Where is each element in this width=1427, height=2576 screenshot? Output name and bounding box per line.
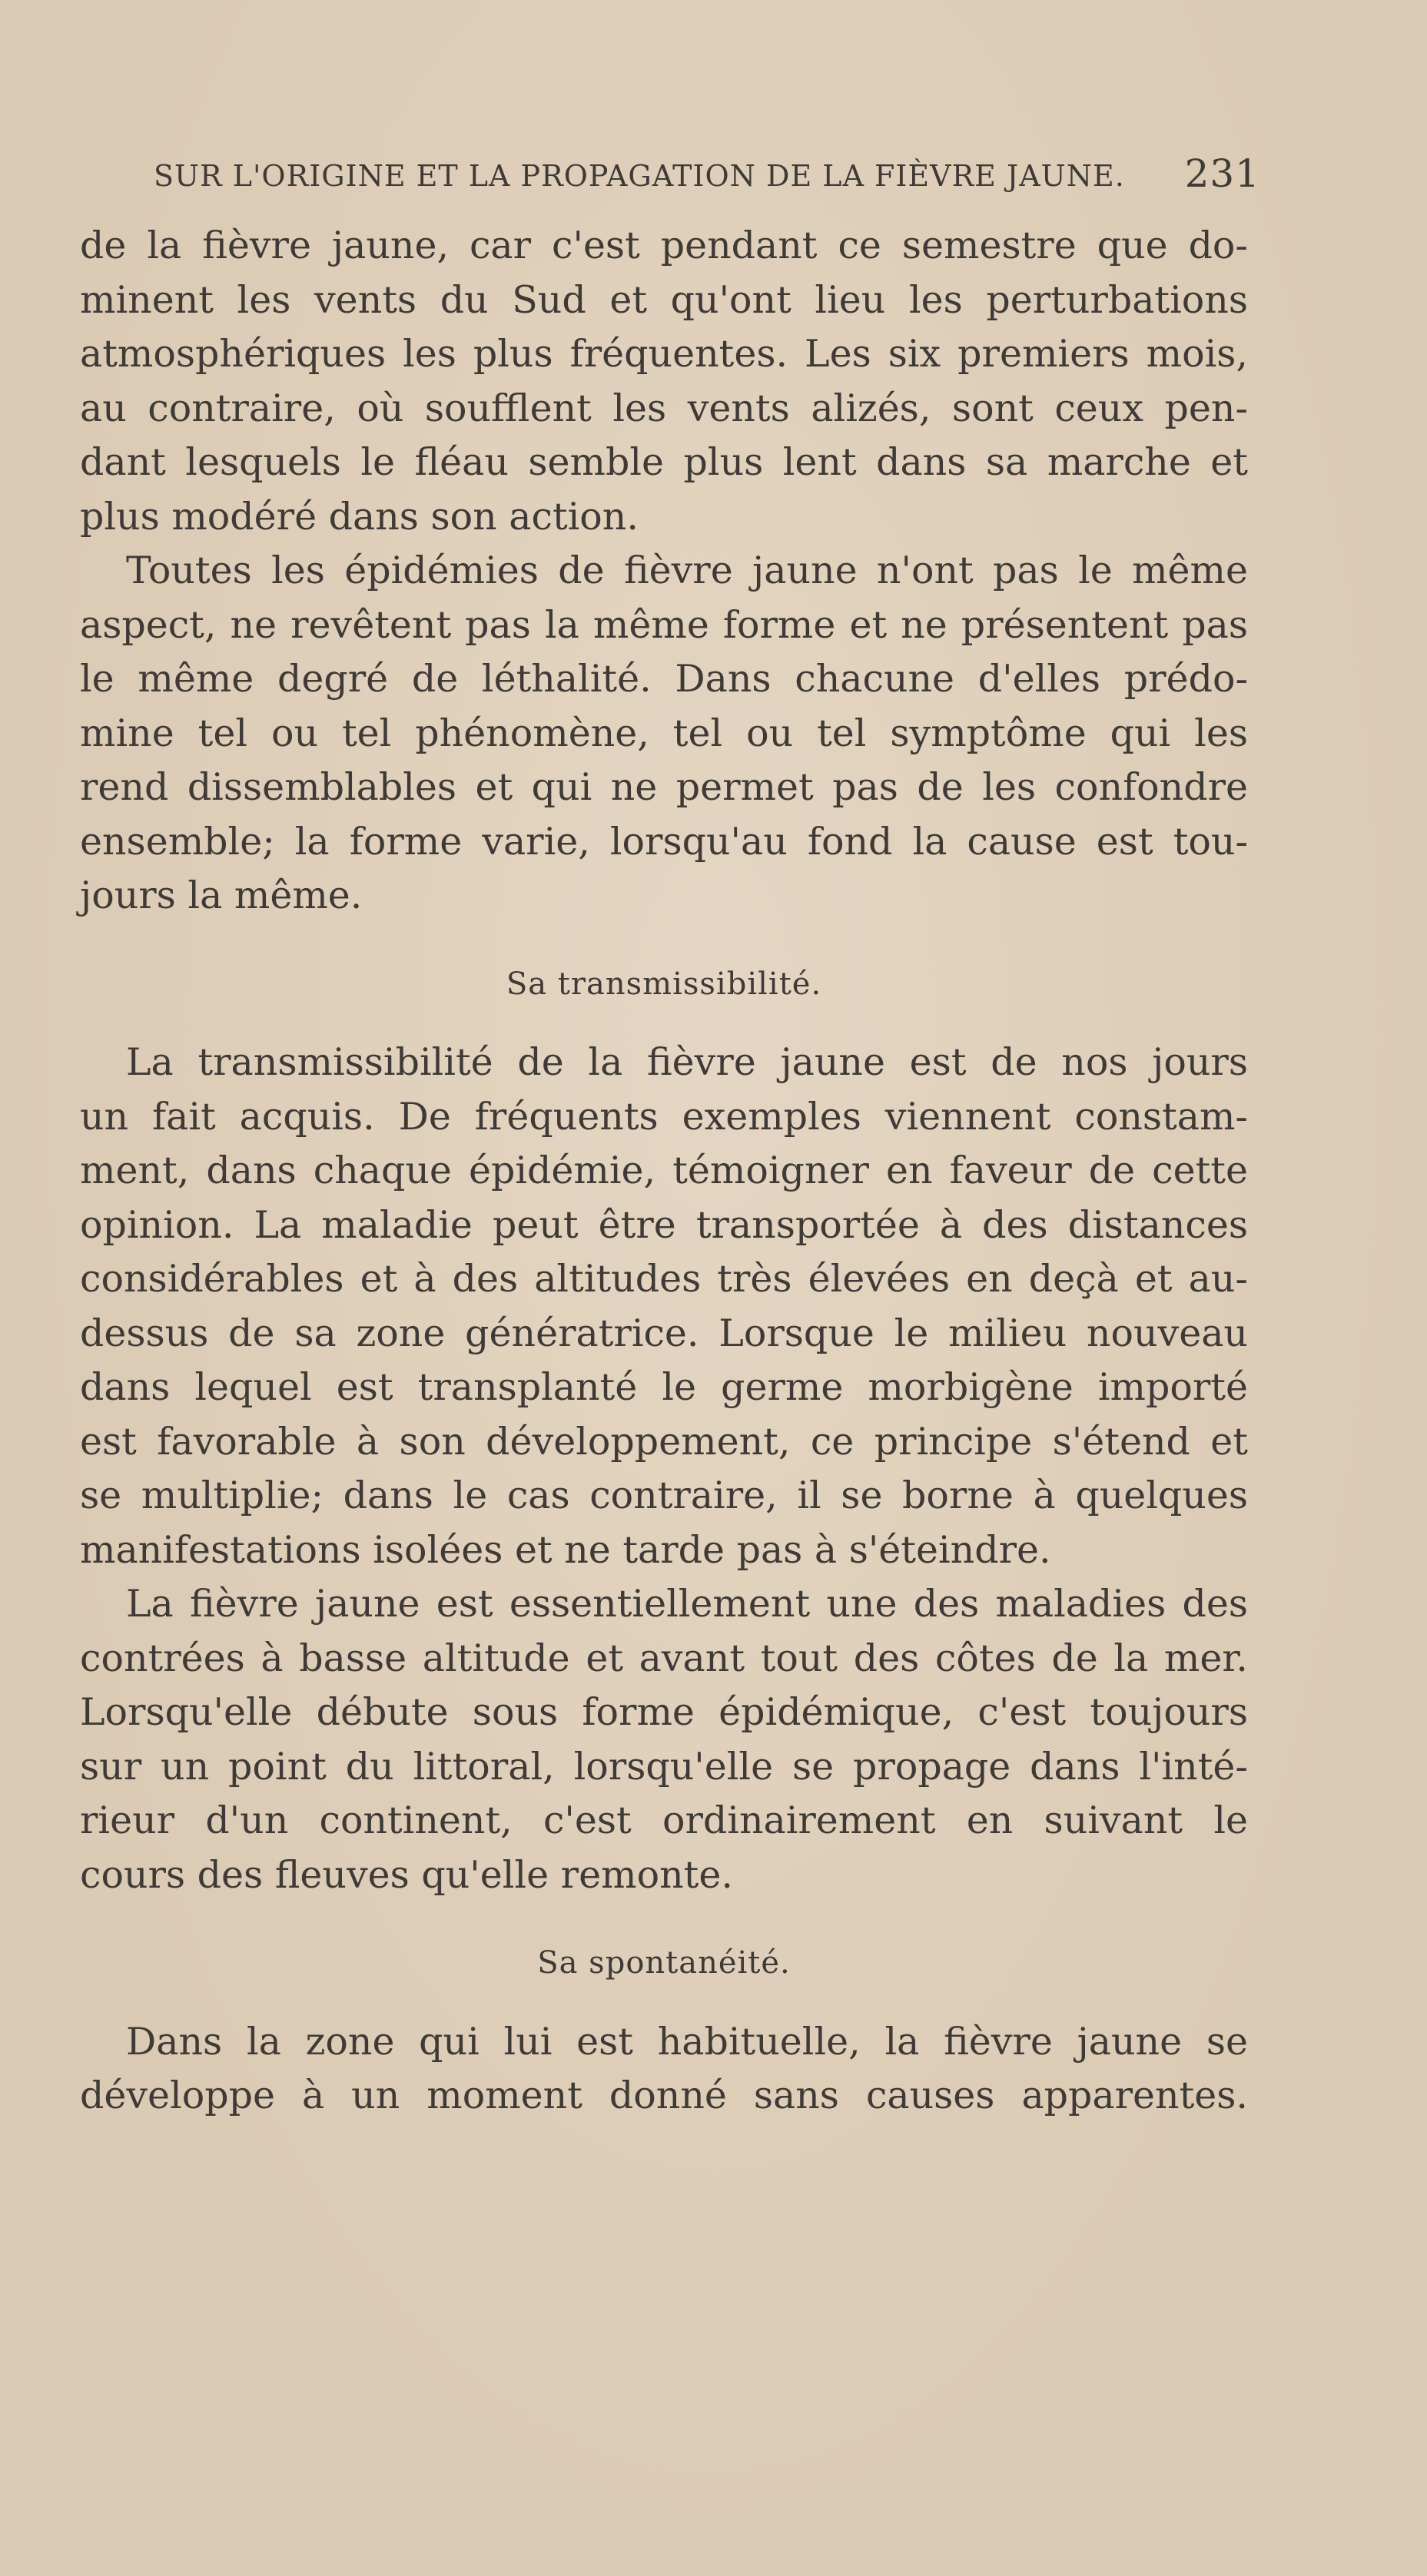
text-line: le même degré de léthalité. Dans chacune d'elles prédo- <box>80 657 1248 701</box>
text-line: jours la même. <box>80 874 363 917</box>
paragraph-5 <box>80 2015 1248 2123</box>
text-line: dans lequel est transplanté le germe morbigène importé <box>80 1365 1248 1409</box>
text-line: rend dissemblables et qui ne permet pas de les confondre <box>80 765 1248 809</box>
text-line: manifestations isolées et ne tarde pas à s'éteindre. <box>80 1527 1051 1572</box>
paragraph-3 <box>80 1036 1248 1577</box>
text-line: au contraire, où soufflent les vents alizés, sont ceux pen- <box>80 386 1248 430</box>
page-body <box>80 219 1248 2123</box>
text-line: de la fièvre jaune, car c'est pendant ce semestre que do- <box>80 224 1248 267</box>
section-heading-spontaneity: Sa spontanéité. <box>537 1945 791 1981</box>
text-line: considérables et à des altitudes très élevées en deçà et au- <box>80 1257 1248 1301</box>
text-line: sur un point du littoral, lorsqu'elle se propage dans l'inté- <box>80 1744 1248 1789</box>
text-line: cours des fleuves qu'elle remonte. <box>80 1852 733 1897</box>
text-line: ensemble; la forme varie, lorsqu'au fond la cause est tou- <box>80 819 1248 864</box>
text-line: se multiplie; dans le cas contraire, il se borne à quelques <box>80 1474 1248 1517</box>
text-line: Toutes les épidémies de fièvre jaune n'ont pas le même <box>126 549 1248 592</box>
text-line: La transmissibilité de la fièvre jaune est de nos jours <box>126 1040 1248 1084</box>
text-line: Lorsqu'elle débute sous forme épidémique, c'est toujours <box>80 1690 1248 1734</box>
page-number: 231 <box>1184 151 1260 196</box>
text-line: développe à un moment donné sans causes apparentes. <box>80 2074 1248 2117</box>
text-line: est favorable à son développement, ce principe s'étend et <box>80 1419 1248 1464</box>
text-line: dant lesquels le fléau semble plus lent dans sa marche et <box>80 440 1248 484</box>
paragraph-2 <box>80 544 1248 923</box>
text-line: atmosphériques les plus fréquentes. Les six premiers mois, <box>80 332 1248 376</box>
page-header <box>154 150 1260 196</box>
running-title: SUR L'ORIGINE ET LA PROPAGATION DE LA FIÈVRE JAUNE. <box>154 159 1125 193</box>
text-line: ment, dans chaque épidémie, témoigner en faveur de cette <box>80 1149 1248 1192</box>
paragraph-4 <box>80 1577 1248 1902</box>
text-line: dessus de sa zone génératrice. Lorsque le milieu nouveau <box>80 1311 1248 1355</box>
text-line: contrées à basse altitude et avant tout des côtes de la mer. <box>80 1636 1248 1680</box>
text-line: La fièvre jaune est essentiellement une des maladies des <box>126 1582 1248 1626</box>
text-line: aspect, ne revêtent pas la même forme et ne présentent pas <box>80 602 1248 647</box>
text-line: plus modéré dans son action. <box>80 494 639 539</box>
text-line: minent les vents du Sud et qu'ont lieu les perturbations <box>80 277 1248 322</box>
text-line: opinion. La maladie peut être transportée à des distances <box>80 1202 1248 1247</box>
section-heading-transmissibility: Sa transmissibilité. <box>506 966 822 1002</box>
paragraph-1 <box>80 219 1248 544</box>
text-line: rieur d'un continent, c'est ordinairement en suivant le <box>80 1799 1248 1842</box>
text-line: un fait acquis. De fréquents exemples viennent constam- <box>80 1094 1248 1139</box>
text-line: mine tel ou tel phénomène, tel ou tel symptôme qui les <box>80 711 1248 755</box>
text-line: Dans la zone qui lui est habituelle, la fièvre jaune se <box>126 2019 1248 2064</box>
